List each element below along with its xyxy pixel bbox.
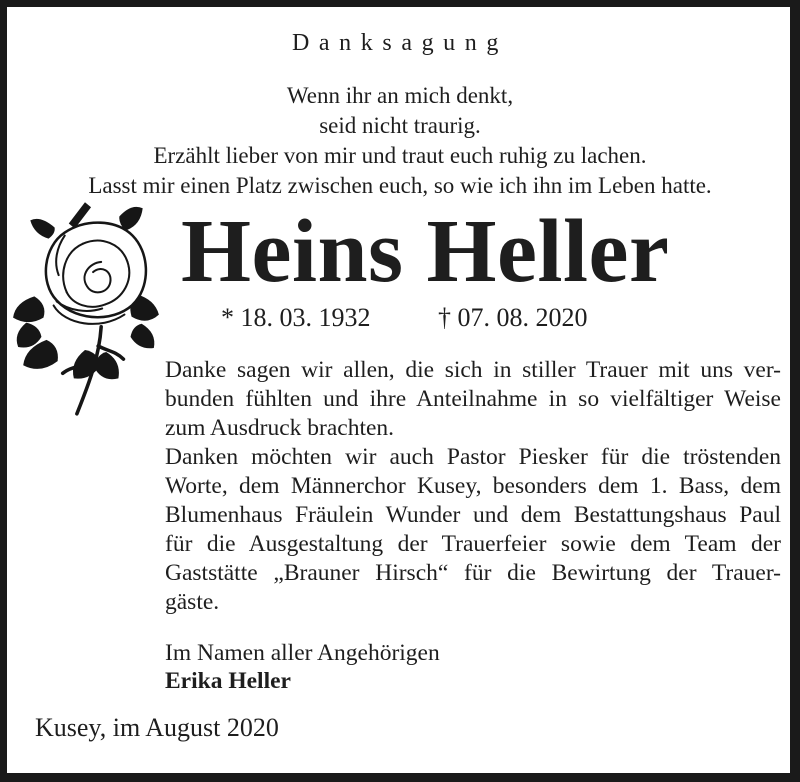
notice-title: Danksagung (292, 30, 508, 56)
thanks-line: Danke sagen wir allen, die sich in stiller Trauer mit uns ver- (165, 357, 781, 383)
closing-block (165, 639, 440, 695)
thanks-line: Blumenhaus Fräulein Wunder und dem Bestattungshaus Paul (165, 502, 781, 528)
poem-line: seid nicht traurig. (319, 113, 481, 138)
poem-line: Wenn ihr an mich denkt, (286, 83, 514, 108)
deceased-name: Heins Heller (181, 202, 670, 301)
thanks-line: Danken möchten wir auch Pastor Piesker für die tröstenden (165, 444, 781, 470)
thanks-line: bunden fühlten und ihre Anteilnahme in so vielfältiger Weise (165, 386, 781, 412)
thanks-line: für die Ausgestaltung der Trauerfeier sowie dem Team der (165, 531, 781, 557)
thanks-line: gäste. (165, 589, 220, 615)
death-date: † 07. 08. 2020 (438, 303, 588, 332)
rose-icon (6, 198, 168, 418)
poem-line: Lasst mir einen Platz zwischen euch, so wie ich ihn im Leben hatte. (88, 173, 712, 198)
thanks-text (165, 356, 781, 617)
place-date: Kusey, im August 2020 (35, 713, 279, 742)
thanks-line: zum Ausdruck brachten. (165, 415, 395, 441)
poem (0, 81, 800, 201)
thanks-line: Worte, dem Männerchor Kusey, besonders dem 1. Bass, dem (165, 473, 781, 499)
birth-date: * 18. 03. 1932 (221, 303, 371, 332)
in-the-name-line: Im Namen aller Angehörigen (165, 640, 440, 666)
signature: Erika Heller (165, 668, 291, 694)
thanks-line: Gaststätte „Brauner Hirsch“ für die Bewirtung der Trauer- (165, 560, 781, 586)
poem-line: Erzählt lieber von mir und traut euch ruhig zu lachen. (153, 143, 647, 168)
